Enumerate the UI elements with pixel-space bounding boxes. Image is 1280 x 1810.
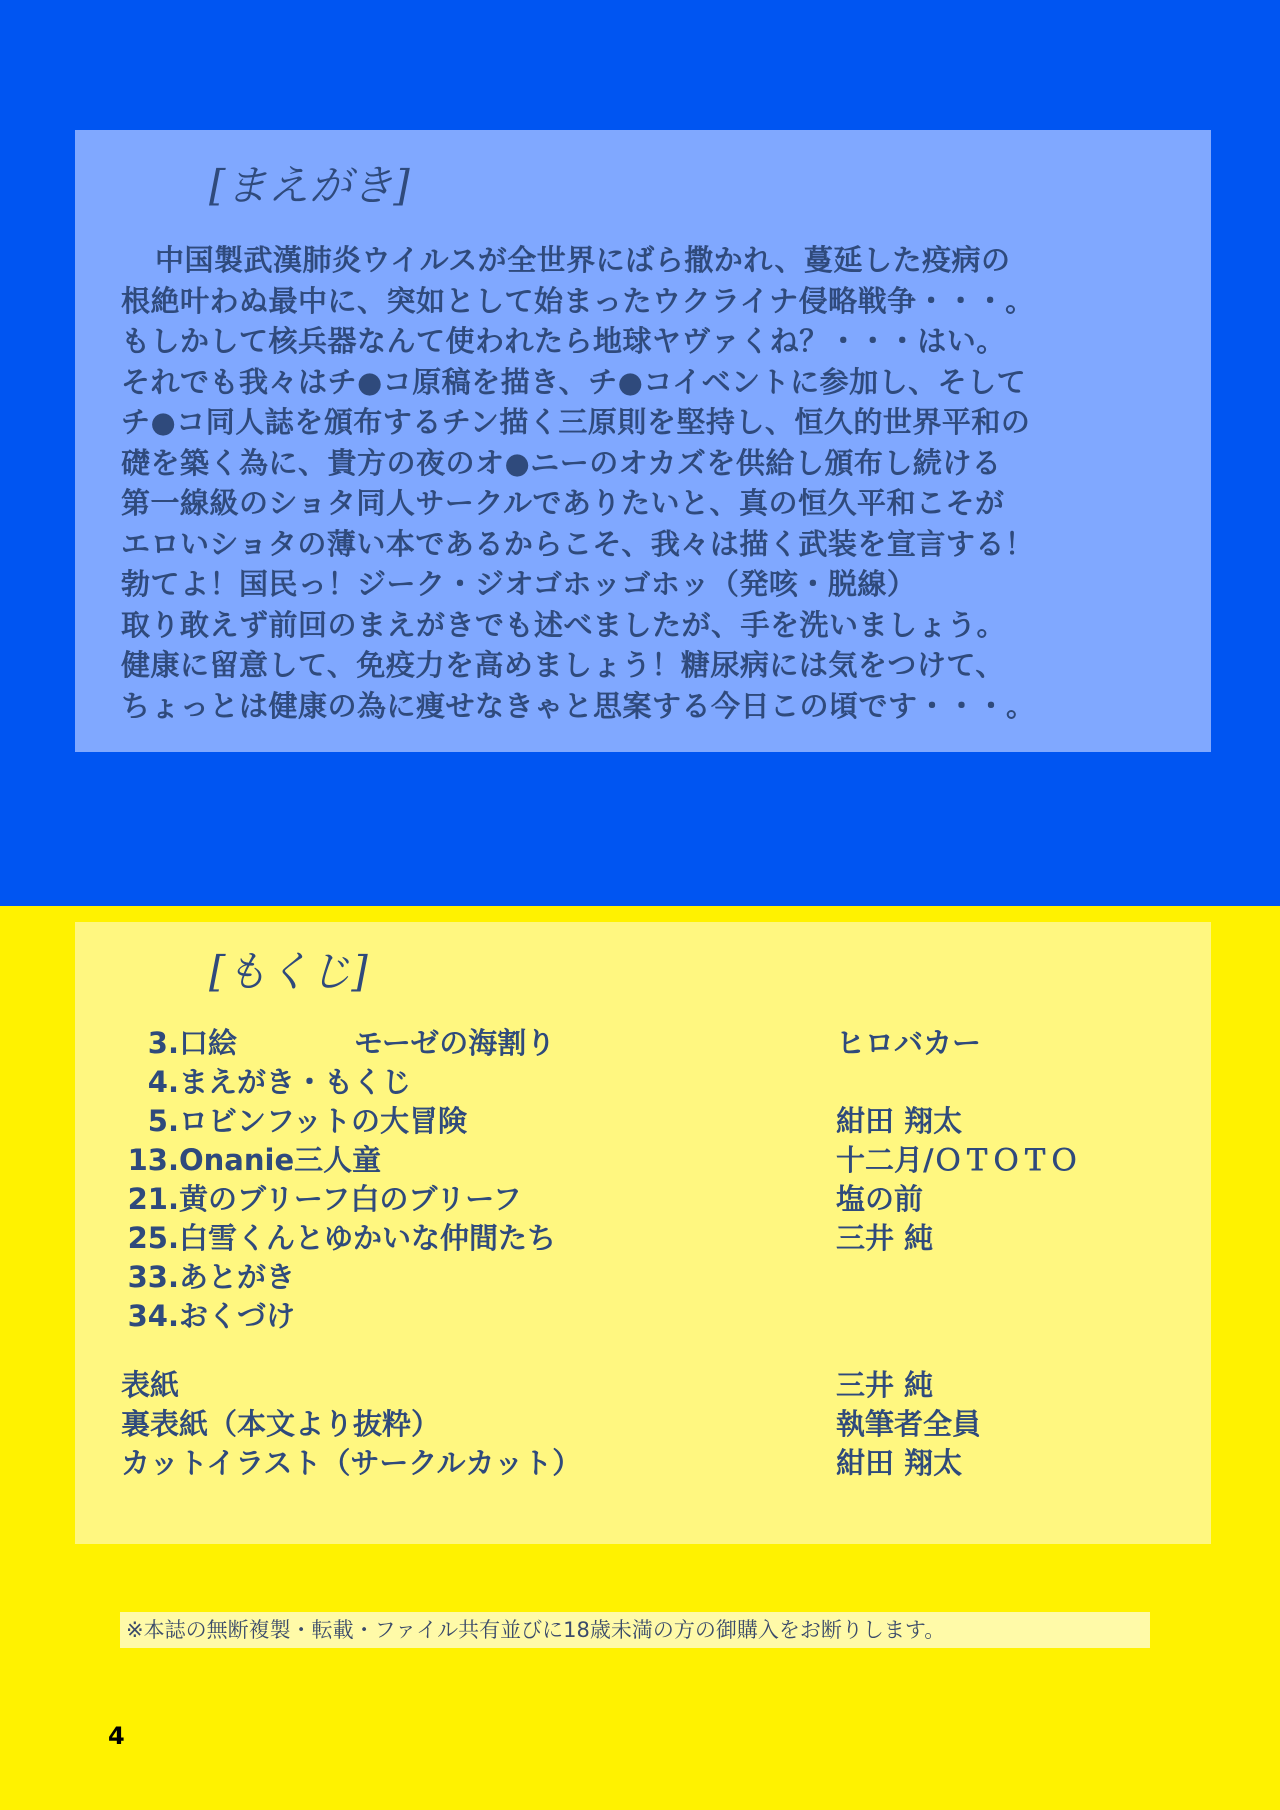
preface-panel [75, 130, 1211, 752]
toc-title: 黄のブリーフ白のブリーフ [179, 1182, 522, 1216]
preface-line: 取り敢えず前回のまえがきでも述べましたが、手を洗いましょう。 [121, 607, 1007, 642]
toc-row [121, 1297, 1211, 1336]
credit-row [121, 1444, 1211, 1483]
page-number: 4 [108, 1722, 125, 1750]
toc-author: 十二月/ＯＴＯＴＯ [836, 1143, 1079, 1177]
toc-title: Onanie三人童 [179, 1143, 382, 1177]
toc-row [121, 1219, 1211, 1258]
toc-author: 塩の前 [836, 1182, 924, 1216]
contents-panel [75, 922, 1211, 1544]
toc-title: おくづけ [179, 1299, 296, 1333]
toc-title: ロビンフットの大冒険 [179, 1104, 467, 1138]
toc-row [121, 1141, 1211, 1180]
preface-title: [まえがき] [209, 161, 410, 210]
copyright-notice: ※本誌の無断複製・転載・ファイル共有並びに18歳未満の方の御購入をお断りします。 [120, 1612, 1150, 1648]
toc-title: あとがき [179, 1260, 296, 1294]
credit-row [121, 1366, 1211, 1405]
contents-title: [もくじ] [209, 947, 368, 996]
preface-line: エロいショタの薄い本であるからこそ、我々は描く武装を宣言する！ [121, 526, 1035, 561]
credit-author: 執筆者全員 [836, 1407, 982, 1441]
toc-subtitle: モーゼの海割り [354, 1026, 556, 1060]
preface-line: 勃てよ！国民っ！ジーク・ジオゴホッゴホッ（発咳・脱線） [121, 567, 917, 601]
spacer [121, 1336, 1211, 1366]
toc-row [121, 1180, 1211, 1219]
credit-author: 三井 純 [836, 1368, 934, 1402]
preface-line: それでも我々はチ●コ原稿を描き、チ●コイベントに参加し、そして [121, 364, 1027, 399]
toc-page-number: 33. [127, 1260, 179, 1294]
toc-author: 三井 純 [836, 1221, 934, 1255]
toc-row [121, 1063, 1211, 1102]
preface-line: チ●コ同人誌を頒布するチン描く三原則を堅持し、恒久的世界平和の [121, 405, 1031, 439]
toc-page-number: 25. [127, 1221, 179, 1255]
preface-line: 第一線級のショタ同人サークルでありたいと、真の恒久平和こそが [121, 486, 1005, 520]
credit-role: 表紙 [121, 1368, 180, 1402]
toc-title: まえがき・もくじ [179, 1065, 412, 1099]
credit-row [121, 1405, 1211, 1444]
toc-row [121, 1102, 1211, 1141]
toc-page-number: 34. [127, 1299, 179, 1333]
credit-role: カットイラスト（サークルカット） [121, 1446, 582, 1480]
toc-page-number: 3. [147, 1026, 179, 1060]
toc-author: ヒロバカー [836, 1026, 982, 1060]
toc-title: 口絵 [179, 1026, 238, 1060]
preface-line: 礎を築く為に、貴方の夜のオ●ニーのオカズを供給し頒布し続ける [121, 445, 1002, 480]
credit-author: 紺田 翔太 [836, 1446, 963, 1480]
toc-author: 紺田 翔太 [836, 1104, 963, 1138]
toc-page-number: 21. [127, 1182, 179, 1216]
toc-row [121, 1024, 1211, 1063]
toc-page-number: 5. [147, 1104, 179, 1138]
credit-role: 裏表紙（本文より抜粋） [121, 1407, 441, 1441]
preface-line: 健康に留意して、免疫力を高めましょう！糖尿病には気をつけて、 [121, 648, 1005, 682]
toc-page-number: 4. [147, 1065, 179, 1099]
preface-line: ちょっとは健康の為に痩せなきゃと思案する今日この頃です・・・。 [121, 688, 1036, 723]
preface-body [121, 240, 1211, 726]
preface-line: もしかして核兵器なんて使われたら地球ヤヴァくね？・・・はい。 [121, 324, 1006, 358]
toc-row [121, 1258, 1211, 1297]
table-of-contents [121, 1024, 1211, 1483]
toc-title: 白雪くんとゆかいな仲間たち [179, 1221, 557, 1255]
preface-line: 中国製武漢肺炎ウイルスが全世界にばら撒かれ、蔓延した疫病の [155, 243, 1011, 277]
preface-line: 根絶叶わぬ最中に、突如として始まったウクライナ侵略戦争・・・。 [121, 283, 1035, 318]
toc-page-number: 13. [127, 1143, 179, 1177]
